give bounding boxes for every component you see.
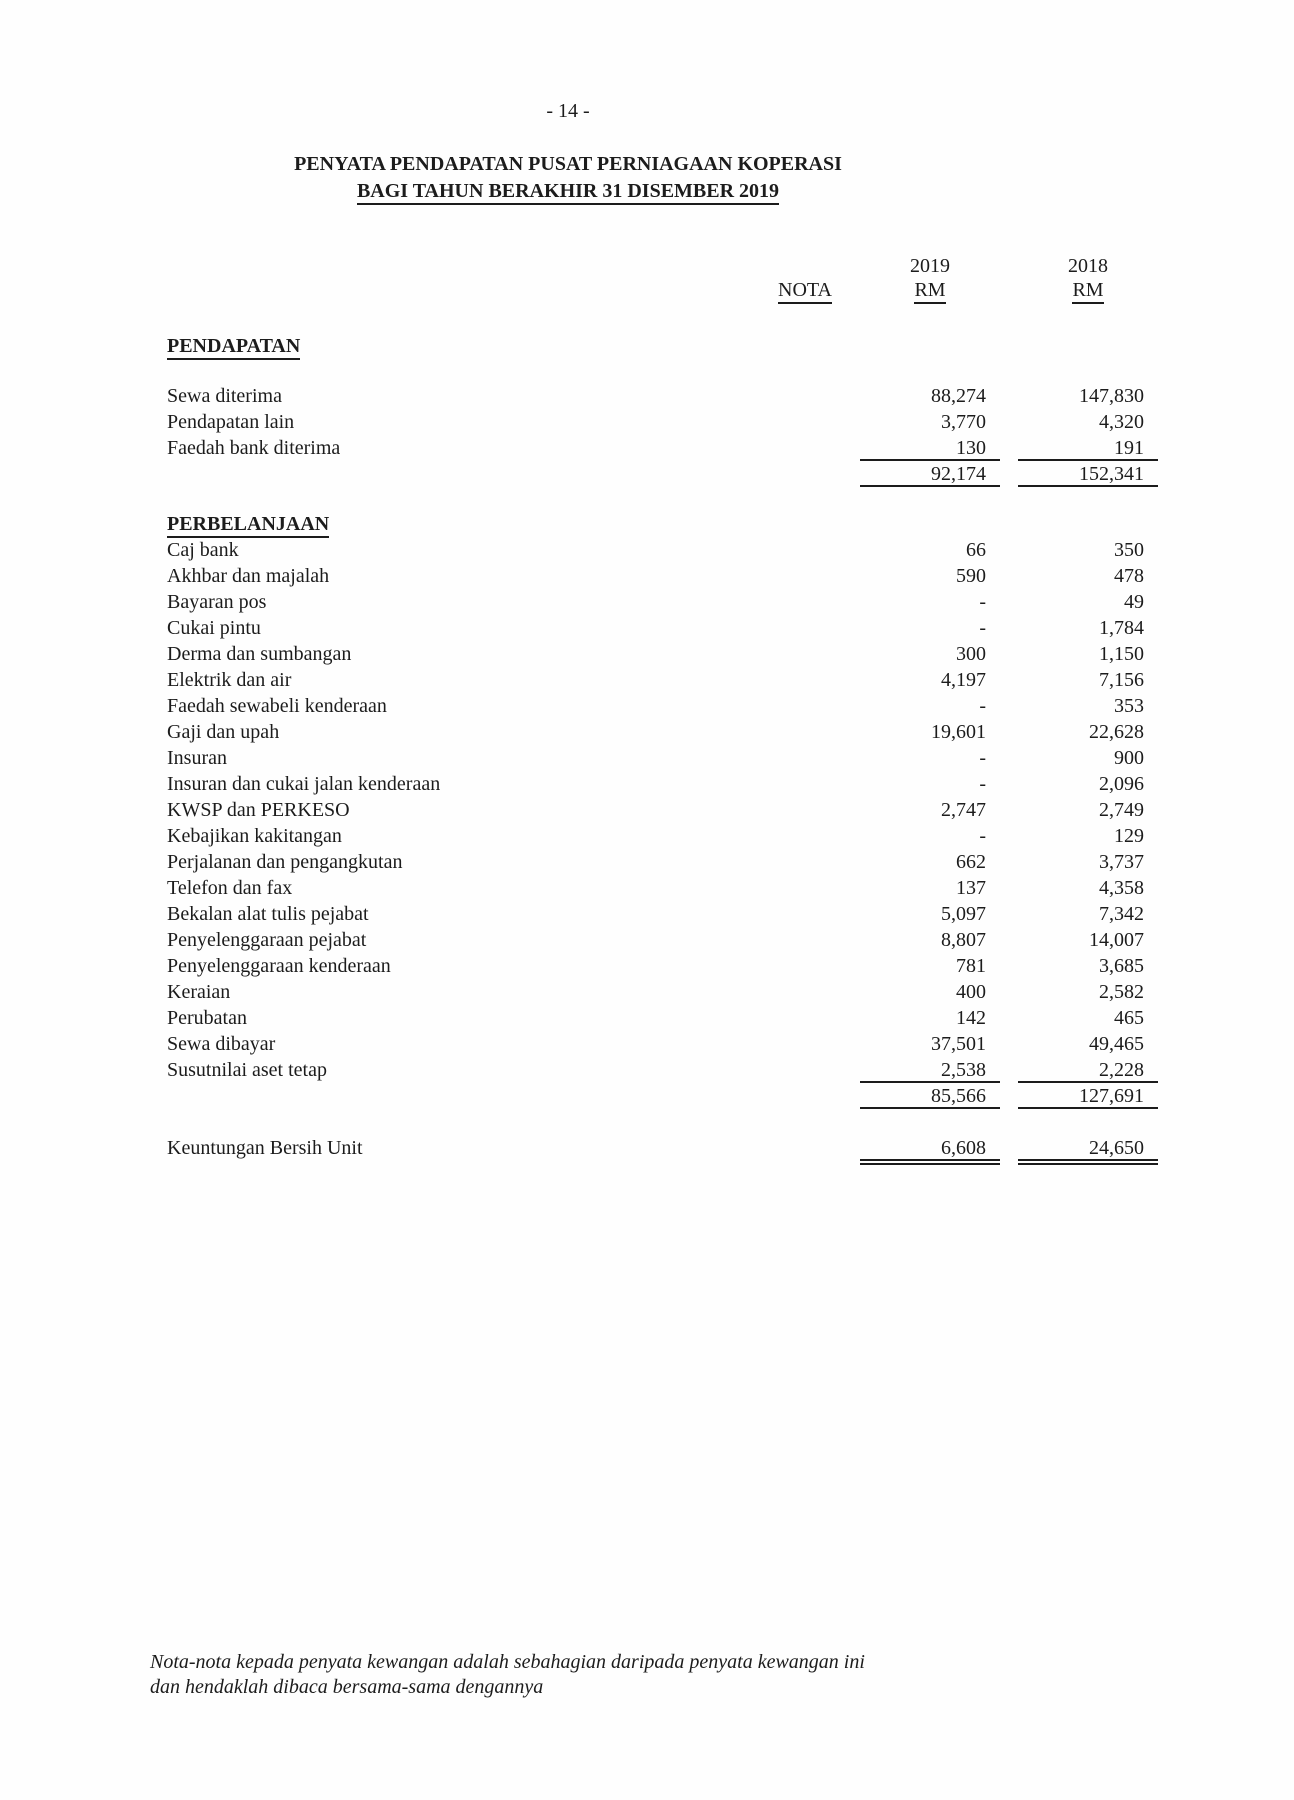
amount-2019: 2,747	[941, 799, 986, 821]
row-label: Cukai pintu	[167, 617, 261, 639]
year-header-row	[0, 254, 1294, 278]
row-label: Penyelenggaraan pejabat	[167, 929, 367, 951]
amount-2019: -	[979, 617, 986, 639]
spacer	[0, 1109, 1294, 1135]
amount-2019: 142	[956, 1007, 986, 1029]
amount-2018: 478	[1114, 565, 1144, 587]
amount-2019: -	[979, 695, 986, 717]
table-row	[0, 797, 1294, 823]
row-label: Penyelenggaraan kenderaan	[167, 955, 391, 977]
footer-note-line2: dan hendaklah dibaca bersama-sama dengannya	[150, 1676, 544, 1698]
row-label: Bayaran pos	[167, 591, 267, 613]
row-label: Faedah sewabeli kenderaan	[167, 695, 387, 717]
row-label: Kebajikan kakitangan	[167, 825, 342, 847]
table-row	[0, 953, 1294, 979]
nota-header: NOTA	[750, 278, 860, 302]
table-row	[0, 667, 1294, 693]
table-row	[0, 1031, 1294, 1057]
amount-2018: 147,830	[1079, 385, 1144, 407]
amount-2019: 92,174	[860, 461, 1000, 487]
statement-period	[150, 178, 986, 205]
table-row	[0, 383, 1294, 409]
row-label: Derma dan sumbangan	[167, 643, 352, 665]
spacer	[0, 359, 1294, 383]
row-label: Sewa diterima	[167, 385, 282, 407]
amount-2019: 130	[860, 435, 1000, 461]
amount-2019: 781	[956, 955, 986, 977]
amount-2019: 85,566	[860, 1083, 1000, 1109]
amount-2019: 66	[966, 539, 986, 561]
row-label: Keuntungan Bersih Unit	[167, 1137, 363, 1159]
spacer	[167, 278, 750, 302]
amount-2018: 152,341	[1018, 461, 1158, 487]
amount-2019: -	[979, 825, 986, 847]
row-label: Bekalan alat tulis pejabat	[167, 903, 369, 925]
table-row	[0, 1005, 1294, 1031]
amount-2018: 191	[1018, 435, 1158, 461]
income-section-heading	[0, 333, 1294, 359]
amount-2018: 129	[1114, 825, 1144, 847]
amount-2019: 6,608	[860, 1135, 1000, 1161]
row-label: Gaji dan upah	[167, 721, 280, 743]
row-label: Insuran	[167, 747, 227, 769]
table-row	[0, 641, 1294, 667]
amount-2018: 2,582	[1099, 981, 1144, 1003]
amount-2018: 7,156	[1099, 669, 1144, 691]
table-row	[0, 1057, 1294, 1083]
amount-2018: 350	[1114, 539, 1144, 561]
table-row	[0, 745, 1294, 771]
table-row	[0, 979, 1294, 1005]
rm-header-2019: RM	[860, 278, 1000, 302]
rm-header-2018: RM	[1018, 278, 1158, 302]
amount-2019: 137	[956, 877, 986, 899]
amount-2019: -	[979, 773, 986, 795]
amount-2018: 900	[1114, 747, 1144, 769]
footer-note	[150, 1650, 970, 1700]
table-row	[0, 435, 1294, 461]
expense-section-heading	[0, 511, 1294, 537]
table-row	[0, 927, 1294, 953]
amount-2019: 2,538	[860, 1057, 1000, 1083]
amount-2018: 1,784	[1099, 617, 1144, 639]
amount-2018: 1,150	[1099, 643, 1144, 665]
amount-2018: 49	[1124, 591, 1144, 613]
row-label: Sewa dibayar	[167, 1033, 276, 1055]
row-label: Susutnilai aset tetap	[167, 1059, 327, 1081]
page-number: - 14 -	[546, 100, 590, 122]
amount-2018: 4,320	[1099, 411, 1144, 433]
table-row	[0, 615, 1294, 641]
table-row	[0, 875, 1294, 901]
row-label: Faedah bank diterima	[167, 437, 341, 459]
nota-header-spacer	[750, 254, 860, 278]
amount-2019: 5,097	[941, 903, 986, 925]
amount-2018: 127,691	[1018, 1083, 1158, 1109]
amount-2018: 14,007	[1089, 929, 1144, 951]
amount-2019: 662	[956, 851, 986, 873]
amount-2019: 19,601	[931, 721, 986, 743]
amount-2018: 49,465	[1089, 1033, 1144, 1055]
row-label: KWSP dan PERKESO	[167, 799, 350, 821]
table-row	[0, 823, 1294, 849]
amount-2019: 300	[956, 643, 986, 665]
income-statement-table	[0, 333, 1294, 1161]
amount-2018: 4,358	[1099, 877, 1144, 899]
year-2018-header: 2018	[1068, 255, 1108, 277]
expense-heading-text: PERBELANJAAN	[167, 513, 329, 538]
amount-2019: 37,501	[931, 1033, 986, 1055]
row-label: Perubatan	[167, 1007, 247, 1029]
statement-period-text: BAGI TAHUN BERAKHIR 31 DISEMBER 2019	[357, 180, 779, 205]
table-row	[0, 537, 1294, 563]
amount-2018: 353	[1114, 695, 1144, 717]
row-label: Caj bank	[167, 539, 239, 561]
amount-2019: 400	[956, 981, 986, 1003]
spacer	[167, 254, 750, 278]
amount-2019: 4,197	[941, 669, 986, 691]
table-row	[0, 849, 1294, 875]
row-label: Perjalanan dan pengangkutan	[167, 851, 403, 873]
amount-2019: 3,770	[941, 411, 986, 433]
amount-2018: 7,342	[1099, 903, 1144, 925]
amount-2018: 2,228	[1018, 1057, 1158, 1083]
amount-2018: 22,628	[1089, 721, 1144, 743]
table-row	[0, 563, 1294, 589]
year-2019-header: 2019	[910, 255, 950, 277]
row-label: Elektrik dan air	[167, 669, 292, 691]
amount-2019: 8,807	[941, 929, 986, 951]
footer-note-line1: Nota-nota kepada penyata kewangan adalah sebahagian daripada penyata kewangan ini	[150, 1651, 865, 1673]
row-label: Akhbar dan majalah	[167, 565, 330, 587]
table-row	[0, 693, 1294, 719]
net-profit-row	[0, 1135, 1294, 1161]
statement-title-block	[150, 151, 986, 205]
amount-2018: 24,650	[1018, 1135, 1158, 1161]
currency-header-row	[0, 278, 1294, 302]
table-row	[0, 409, 1294, 435]
row-label: Telefon dan fax	[167, 877, 293, 899]
row-label: Keraian	[167, 981, 231, 1003]
amount-2019: -	[979, 591, 986, 613]
row-label: Pendapatan lain	[167, 411, 295, 433]
amount-2018: 2,749	[1099, 799, 1144, 821]
expense-total-row	[0, 1083, 1294, 1109]
amount-2019: 590	[956, 565, 986, 587]
income-heading-text: PENDAPATAN	[167, 335, 300, 360]
table-row	[0, 719, 1294, 745]
row-label: Insuran dan cukai jalan kenderaan	[167, 773, 441, 795]
amount-2018: 2,096	[1099, 773, 1144, 795]
statement-title: PENYATA PENDAPATAN PUSAT PERNIAGAAN KOPERASI	[294, 153, 842, 175]
spacer	[0, 487, 1294, 511]
table-row	[0, 901, 1294, 927]
column-headers	[0, 254, 1294, 302]
table-row	[0, 589, 1294, 615]
amount-2018: 3,737	[1099, 851, 1144, 873]
amount-2018: 3,685	[1099, 955, 1144, 977]
table-row	[0, 771, 1294, 797]
amount-2018: 465	[1114, 1007, 1144, 1029]
amount-2019: -	[979, 747, 986, 769]
income-total-row	[0, 461, 1294, 487]
amount-2019: 88,274	[931, 385, 986, 407]
